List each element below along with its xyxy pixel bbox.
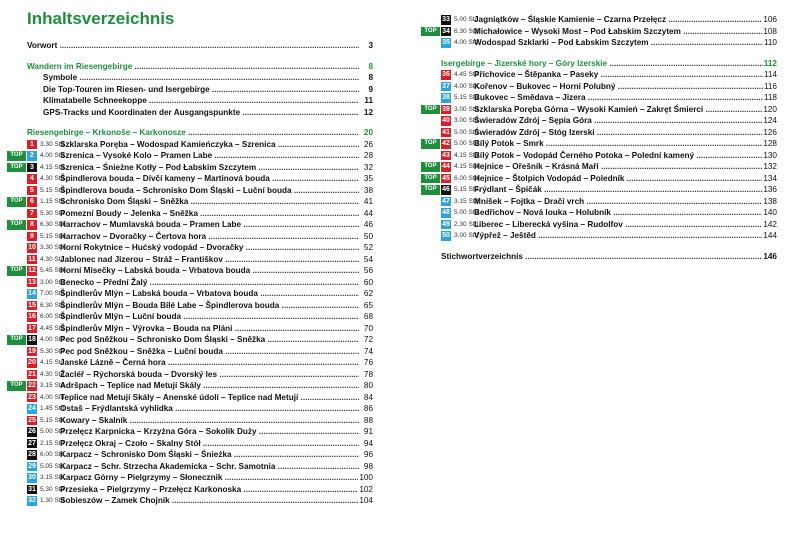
tour-duration: 3.00 Std.	[454, 232, 481, 239]
tour-number-badge: 44	[442, 163, 450, 170]
entry-title: Vorwort .....	[27, 40, 359, 52]
tour-number-badge: 35	[442, 39, 450, 46]
tour-number-badge: 34	[442, 27, 450, 35]
top-badge: TOP	[7, 335, 26, 345]
toc-entry-klima[interactable]	[27, 95, 373, 107]
tour-number-badge: 24	[28, 405, 36, 412]
entry-title: Riesengebirge – Krkonoše – Karkonosze .....	[27, 127, 359, 139]
tour-page: 118	[763, 93, 777, 102]
top-badge: TOP	[421, 162, 440, 172]
tour-title: Bedřichov – Nová louka – Holubník .....	[474, 207, 763, 219]
tour-row[interactable]	[27, 208, 373, 220]
tour-row[interactable]	[27, 323, 373, 335]
tour-row[interactable]	[441, 37, 777, 49]
tour-title: Świeradów Zdrój – Stóg Izerski .....	[474, 127, 763, 139]
top-badge: TOP	[7, 266, 26, 276]
tour-duration: 5.45 Std.	[40, 267, 67, 274]
tour-row[interactable]	[10, 380, 373, 392]
tour-page: 114	[763, 70, 777, 79]
tour-number-badge: 46	[442, 186, 450, 193]
tour-duration: 4.30 Std.	[40, 370, 67, 378]
tour-duration: 1.45 Std.	[40, 405, 67, 412]
entry-page: 3	[368, 41, 373, 50]
top-badge: TOP	[421, 185, 440, 195]
entry-title: Isergebirge – Jizerské hory – Góry Izerskie .....	[441, 58, 763, 70]
tour-duration: 6.30 Std.	[40, 221, 67, 228]
tour-page: 102	[359, 484, 373, 494]
top-badge: TOP	[421, 139, 440, 149]
tour-number-badge: 29	[28, 462, 36, 470]
tour-page: 120	[763, 104, 777, 114]
tour-number-badge: 23	[28, 393, 36, 401]
tour-number-badge: 25	[28, 416, 36, 424]
tour-row[interactable]	[27, 369, 373, 381]
tour-number-badge: 50	[442, 232, 450, 239]
tour-row[interactable]	[27, 415, 373, 427]
tour-duration: 4.30 Std.	[40, 175, 67, 182]
tour-page: 140	[763, 208, 777, 217]
tour-row[interactable]	[27, 403, 373, 415]
tour-page: 78	[363, 369, 373, 379]
tour-duration: 5.00 Std.	[454, 140, 481, 147]
tour-row[interactable]	[27, 231, 373, 243]
tour-row[interactable]	[424, 26, 777, 38]
tour-number-badge: 37	[442, 82, 450, 90]
tour-duration: 3.00 Std.	[454, 117, 481, 124]
tour-page: 144	[763, 231, 777, 240]
tour-row[interactable]	[10, 265, 373, 277]
tour-duration: 5.05 Std.	[40, 462, 67, 470]
tour-row[interactable]	[27, 139, 373, 151]
tour-row[interactable]	[27, 277, 373, 289]
tour-number-badge: 28	[28, 451, 36, 458]
tour-duration: 4.45 Std.	[454, 71, 481, 78]
tour-number-badge: 45	[442, 174, 450, 182]
tour-number-badge: 17	[28, 324, 36, 332]
tour-page: 142	[763, 219, 777, 229]
tour-page: 96	[363, 450, 373, 459]
tour-number-badge: 13	[28, 278, 36, 286]
tour-title: Schronisko Dom Śląski – Sněžka .....	[60, 196, 359, 208]
tour-title: Adršpach – Teplice nad Metují Skály .....	[60, 380, 359, 392]
tour-title: Horní Mísečky – Labská bouda – Vrbatova bouda .....	[60, 265, 359, 277]
tour-title: Szrenica – Śnieżne Kotły – Pod Łabskim Szczytem .....	[60, 162, 359, 174]
tour-row[interactable]	[27, 392, 373, 404]
tour-page: 136	[763, 185, 777, 194]
tour-duration: 5.00 Std.	[454, 16, 481, 23]
tour-number-badge: 41	[442, 128, 450, 136]
entry-page: 20	[363, 128, 373, 137]
tour-page: 80	[363, 381, 373, 390]
tour-duration: 4.45 Std.	[40, 324, 67, 332]
tour-title: Pec pod Sněžkou – Sněžka – Luční bouda .....	[60, 346, 359, 358]
tour-page: 126	[763, 127, 777, 137]
tour-title: Ostaš – Frýdlantská vyhlídka .....	[60, 403, 359, 415]
tour-duration: 2.15 Std.	[40, 439, 67, 447]
toc-entry-stichwort[interactable]	[441, 251, 777, 263]
top-badge: TOP	[7, 220, 26, 230]
tour-title: Kořenov – Bukovec – Horní Polubný .....	[474, 81, 763, 93]
tour-row[interactable]	[27, 461, 373, 473]
tour-page: 116	[763, 81, 777, 91]
tour-row[interactable]	[27, 300, 373, 312]
tour-number-badge: 2	[27, 151, 37, 161]
tour-title: Žacléř – Rýchorská bouda – Dvorský les .....	[60, 369, 359, 381]
toc-entry-symbole[interactable]	[27, 72, 373, 84]
tour-title: Špindlerův Mlýn – Bouda Bílé Labe – Špindlerova bouda .....	[60, 300, 359, 312]
tour-row[interactable]	[27, 495, 373, 507]
tour-number-badge: 15	[28, 301, 36, 309]
toc-section-wandern[interactable]	[27, 61, 373, 73]
entry-title: Klimatabelle Schneekoppe .....	[43, 95, 359, 107]
tour-row[interactable]	[441, 115, 777, 127]
tour-page: 26	[363, 139, 373, 149]
toc-column-left	[10, 40, 373, 507]
tour-row[interactable]	[10, 150, 373, 162]
tour-row[interactable]	[441, 14, 777, 26]
tour-duration: 3.15 Std.	[40, 382, 67, 389]
tour-duration: 3.30 Std.	[40, 140, 67, 148]
tour-number-badge: 19	[28, 347, 36, 355]
tour-number-badge: 27	[28, 439, 36, 447]
tour-row[interactable]	[27, 185, 373, 197]
tour-title: Karpacz – Schronisko Dom Śląski – Śnieżka .....	[60, 449, 359, 461]
tour-page: 60	[363, 277, 373, 287]
tour-page: 124	[763, 116, 777, 125]
tour-row[interactable]	[441, 92, 777, 104]
tour-duration: 5.00 Std.	[40, 428, 67, 435]
tour-number-badge: 9	[27, 232, 37, 242]
tour-page: 100	[359, 473, 373, 482]
tour-number-badge: 31	[28, 485, 36, 493]
tour-page: 132	[763, 162, 777, 171]
tour-number-badge: 1	[27, 140, 37, 150]
tour-row[interactable]	[10, 196, 373, 208]
tour-page: 128	[763, 139, 777, 148]
tour-title: Bukovec – Smědava – Jizera .....	[474, 92, 763, 104]
tour-page: 54	[363, 254, 373, 264]
tour-duration: 5.15 Std.	[40, 186, 67, 194]
tour-title: Jablonec nad Jizerou – Stráž – Františkov .....	[60, 254, 359, 266]
tour-number-badge: 26	[28, 428, 36, 435]
tour-row[interactable]	[27, 346, 373, 358]
tour-title: Špindlerova bouda – Dívčí kameny – Martinová bouda .....	[60, 173, 359, 185]
tour-row[interactable]	[424, 104, 777, 116]
tour-number-badge: 4	[27, 174, 37, 184]
tour-duration: 6.30 Std.	[454, 27, 481, 35]
tour-row[interactable]	[441, 196, 777, 208]
tour-row[interactable]	[27, 173, 373, 185]
top-badge: TOP	[421, 27, 440, 37]
entry-title: Die Top-Touren im Riesen- und Isergebirge .....	[43, 84, 359, 96]
tour-title: Výpřež – Ještěd .....	[474, 230, 763, 242]
top-badge: TOP	[421, 174, 440, 184]
tour-title: Benecko – Přední Žalý .....	[60, 277, 359, 289]
toc-entry-vorwort[interactable]	[27, 40, 373, 52]
tour-title: Przełęcz Okraj – Czoło – Skalny Stół .....	[60, 438, 359, 450]
tour-title: Špindlerova bouda – Schronisko Dom Śląski – Luční bouda .....	[60, 185, 359, 197]
entry-page: 12	[363, 107, 373, 117]
tour-page: 72	[363, 335, 373, 344]
tour-number-badge: 3	[27, 163, 37, 173]
tour-row[interactable]	[27, 472, 373, 484]
tour-row[interactable]	[441, 150, 777, 162]
tour-duration: 6.00 Std.	[40, 451, 67, 458]
tour-duration: 4.15 Std.	[40, 359, 67, 366]
tour-number-badge: 49	[442, 220, 450, 228]
entry-title: Stichwortverzeichnis .....	[441, 251, 763, 263]
tour-duration: 5.30 Std.	[40, 209, 67, 217]
tour-title: Jagniątków – Śląskie Kamienie – Czarna Przełęcz .....	[474, 14, 763, 26]
tour-title: Karpacz Górny – Pielgrzymy – Słonecznik .....	[60, 472, 359, 484]
tour-duration: 5.00 Std.	[454, 128, 481, 136]
tour-page: 108	[763, 26, 777, 36]
top-badge: TOP	[7, 381, 26, 391]
tour-duration: 5.15 Std.	[40, 232, 67, 240]
tour-number-badge: 48	[442, 209, 450, 216]
tour-page: 98	[363, 461, 373, 471]
tour-row[interactable]	[424, 161, 777, 173]
tour-duration: 1.15 Std.	[40, 198, 67, 205]
tour-title: Przełęcz Karpnicka – Krzyżna Góra – Sokolik Duży .....	[60, 426, 359, 438]
tour-title: Špindlerův Mlýn – Luční bouda .....	[60, 311, 359, 323]
tour-duration: 3.15 Std.	[454, 197, 481, 205]
tour-title: Bílý Potok – Vodopád Černého Potoka – Polední kamený .....	[474, 150, 763, 162]
entry-page: 8	[368, 73, 373, 82]
tour-row[interactable]	[424, 138, 777, 150]
toc-entry-gps[interactable]	[27, 107, 373, 119]
tour-number-badge: 33	[442, 16, 450, 23]
tour-title: Janské Lázně – Černá hora .....	[60, 357, 359, 369]
tour-title: Špindlerův Mlýn – Výrovka – Bouda na Pláni .....	[60, 323, 359, 335]
tour-list-riesengebirge	[10, 139, 373, 507]
tour-duration: 1.30 Std.	[40, 497, 67, 504]
tour-number-badge: 21	[28, 370, 36, 378]
tour-number-badge: 32	[28, 497, 36, 504]
tour-row[interactable]	[27, 311, 373, 323]
entry-title: GPS-Tracks und Koordinaten der Ausgangspunkte .....	[43, 107, 359, 119]
tour-duration: 4.00 Std.	[40, 152, 67, 159]
tour-row[interactable]	[27, 449, 373, 461]
tour-page: 84	[363, 392, 373, 402]
tour-row[interactable]	[441, 81, 777, 93]
tour-page: 44	[363, 208, 373, 218]
tour-number-badge: 40	[442, 117, 450, 124]
tour-title: Příchovice – Štěpanka – Paseky .....	[474, 69, 763, 81]
tour-number-badge: 20	[28, 359, 36, 366]
tour-number-badge: 16	[28, 313, 36, 320]
toc-section-riesengebirge[interactable]	[27, 127, 373, 139]
tour-row[interactable]	[441, 219, 777, 231]
tour-title: Świeradów Zdrój – Sępia Góra .....	[474, 115, 763, 127]
tour-page: 86	[363, 404, 373, 413]
tour-row[interactable]	[441, 127, 777, 139]
tour-title: Liberec – Liberecká vyšina – Rudolfov .....	[474, 219, 763, 231]
tour-page: 106	[763, 15, 777, 24]
tour-row[interactable]	[27, 357, 373, 369]
entry-page: 146	[763, 251, 777, 261]
tour-page: 32	[363, 162, 373, 172]
tour-duration: 3.15 Std.	[40, 474, 67, 481]
tour-number-badge: 36	[442, 71, 450, 78]
tour-duration: 4.00 Std.	[454, 82, 481, 90]
tour-page: 62	[363, 289, 373, 298]
tour-title: Michałowice – Wysoki Most – Pod Łabskim Szczytem .....	[474, 26, 763, 38]
tour-page: 130	[763, 150, 777, 160]
tour-page: 88	[363, 415, 373, 425]
tour-duration: 4.15 Std.	[40, 163, 67, 171]
tour-duration: 3.00 Std.	[40, 278, 67, 286]
tour-page: 38	[363, 185, 373, 195]
tour-duration: 6.00 Std.	[40, 313, 67, 320]
tour-row[interactable]	[441, 69, 777, 81]
tour-row[interactable]	[10, 219, 373, 231]
tour-number-badge: 39	[442, 105, 450, 113]
tour-number-badge: 38	[442, 94, 450, 101]
entry-page: 112	[763, 58, 777, 68]
tour-page: 91	[363, 427, 373, 436]
toc-section-isergebirge[interactable]	[441, 58, 777, 70]
tour-title: Harrachov – Mumlavská bouda – Pramen Labe .....	[60, 219, 359, 231]
tour-number-badge: 10	[28, 244, 36, 251]
tour-duration: 5.15 Std.	[454, 94, 481, 101]
tour-number-badge: 30	[28, 474, 36, 481]
tour-title: Horní Rokytnice – Hućský vodopád – Dvoračky .....	[60, 242, 359, 254]
tour-page: 104	[359, 496, 373, 505]
tour-duration: 5.00 Std.	[454, 209, 481, 216]
tour-list-riesengebirge-cont	[424, 14, 777, 49]
tour-list-isergebirge	[424, 69, 777, 242]
toc-entry-toptouren[interactable]	[27, 84, 373, 96]
entry-title: Symbole .....	[43, 72, 359, 84]
tour-title: Szklarska Poręba Górna – Wysoki Kamień – Zakręt Śmierci .....	[474, 104, 763, 116]
tour-row[interactable]	[424, 173, 777, 185]
tour-page: 52	[363, 243, 373, 252]
tour-title: Szrenica – Vysoké Kolo – Pramen Labe .....	[60, 150, 359, 162]
top-badge: TOP	[7, 151, 26, 161]
tour-duration: 5.15 Std.	[40, 416, 67, 424]
tour-page: 138	[763, 196, 777, 206]
tour-page: 46	[363, 220, 373, 229]
tour-duration: 5.30 Std.	[40, 485, 67, 493]
tour-title: Sobieszów – Zamek Chojnik .....	[60, 495, 359, 507]
tour-duration: 4.30 Std.	[40, 255, 67, 263]
tour-page: 110	[763, 38, 777, 47]
tour-number-badge: 5	[27, 186, 37, 196]
tour-duration: 6.00 Std.	[454, 174, 481, 182]
tour-title: Pec pod Sněžkou – Schronisko Dom Śląski – Sněžka .....	[60, 334, 359, 346]
tour-duration: 7.00 Std.	[40, 290, 67, 297]
tour-title: Teplice nad Metují Skály – Anenské údolí – Teplice nad Metují .....	[60, 392, 359, 404]
tour-title: Bílý Potok – Smrk .....	[474, 138, 763, 150]
tour-row[interactable]	[27, 254, 373, 266]
tour-duration: 2.30 Std.	[454, 220, 481, 228]
tour-number-badge: 14	[28, 290, 36, 297]
tour-duration: 5.30 Std.	[40, 347, 67, 355]
tour-duration: 5.15 Std.	[454, 186, 481, 193]
tour-number-badge: 42	[442, 140, 450, 147]
tour-duration: 4.00 Std.	[40, 336, 67, 343]
tour-number-badge: 6	[27, 197, 37, 207]
page-title: Inhaltsverzeichnis	[27, 9, 175, 28]
tour-row[interactable]	[10, 334, 373, 346]
tour-row[interactable]	[27, 426, 373, 438]
tour-number-badge: 7	[27, 209, 37, 219]
tour-page: 56	[363, 266, 373, 275]
tour-title: Mníšek – Fojtka – Dračí vrch .....	[474, 196, 763, 208]
tour-title: Szklarska Poręba – Wodospad Kamieńczyka – Szrenica .....	[60, 139, 359, 151]
toc-column-right	[424, 14, 777, 262]
tour-number-badge: 47	[442, 197, 450, 205]
tour-title: Harrachov – Dvoračky – Čertova hora .....	[60, 231, 359, 243]
tour-number-badge: 11	[28, 255, 36, 263]
tour-page: 41	[363, 197, 373, 206]
tour-row[interactable]	[441, 207, 777, 219]
tour-row[interactable]	[424, 184, 777, 196]
tour-number-badge: 43	[442, 151, 450, 159]
tour-duration: 4.00 Std.	[40, 393, 67, 401]
tour-title: Hejnice – Ořešník – Krásná Maří .....	[474, 161, 763, 173]
tour-page: 68	[363, 312, 373, 321]
tour-title: Karpacz – Schr. Strzecha Akademicka – Schr. Samotnia .....	[60, 461, 359, 473]
tour-number-badge: 18	[28, 336, 36, 343]
tour-duration: 4.15 Std.	[454, 163, 481, 170]
tour-duration: 4.15 Std.	[454, 151, 481, 159]
tour-page: 70	[363, 323, 373, 333]
entry-page: 8	[368, 61, 373, 71]
tour-row[interactable]	[27, 484, 373, 496]
tour-row[interactable]	[27, 438, 373, 450]
tour-number-badge: 22	[28, 382, 36, 389]
tour-row[interactable]	[27, 288, 373, 300]
tour-page: 94	[363, 438, 373, 448]
top-badge: TOP	[7, 197, 26, 207]
tour-duration: 3.30 Std.	[40, 244, 67, 251]
tour-duration: 3.00 Std.	[454, 105, 481, 113]
top-badge: TOP	[7, 163, 26, 173]
tour-number-badge: 8	[27, 220, 37, 230]
tour-duration: 4.00 Std.	[454, 39, 481, 46]
tour-page: 28	[363, 151, 373, 160]
tour-page: 74	[363, 346, 373, 356]
entry-page: 9	[368, 84, 373, 94]
top-badge: TOP	[421, 105, 440, 115]
tour-number-badge: 12	[28, 267, 36, 274]
tour-page: 65	[363, 300, 373, 310]
tour-row[interactable]	[10, 162, 373, 174]
tour-title: Przesieka – Pielgrzymy – Przełęcz Karkonoska .....	[60, 484, 359, 496]
tour-title: Špindlerův Mlýn – Labská bouda – Vrbatova bouda .....	[60, 288, 359, 300]
tour-row[interactable]	[27, 242, 373, 254]
tour-title: Kowary – Skalník .....	[60, 415, 359, 427]
tour-page: 76	[363, 358, 373, 367]
tour-duration: 6.30 Std.	[40, 301, 67, 309]
tour-page: 35	[363, 174, 373, 183]
tour-title: Wodospad Szklarki – Pod Łabskim Szczytem .....	[474, 37, 763, 49]
tour-page: 50	[363, 231, 373, 241]
tour-title: Hejnice – Štolpich Vodopád – Poledník .....	[474, 173, 763, 185]
entry-page: 11	[364, 96, 373, 105]
tour-row[interactable]	[441, 230, 777, 242]
tour-title: Frýdlant – Špičák .....	[474, 184, 763, 196]
tour-title: Pomezní Boudy – Jelenka – Sněžka .....	[60, 208, 359, 220]
entry-title: Wandern im Riesengebirge .....	[27, 61, 359, 73]
tour-page: 134	[763, 173, 777, 183]
